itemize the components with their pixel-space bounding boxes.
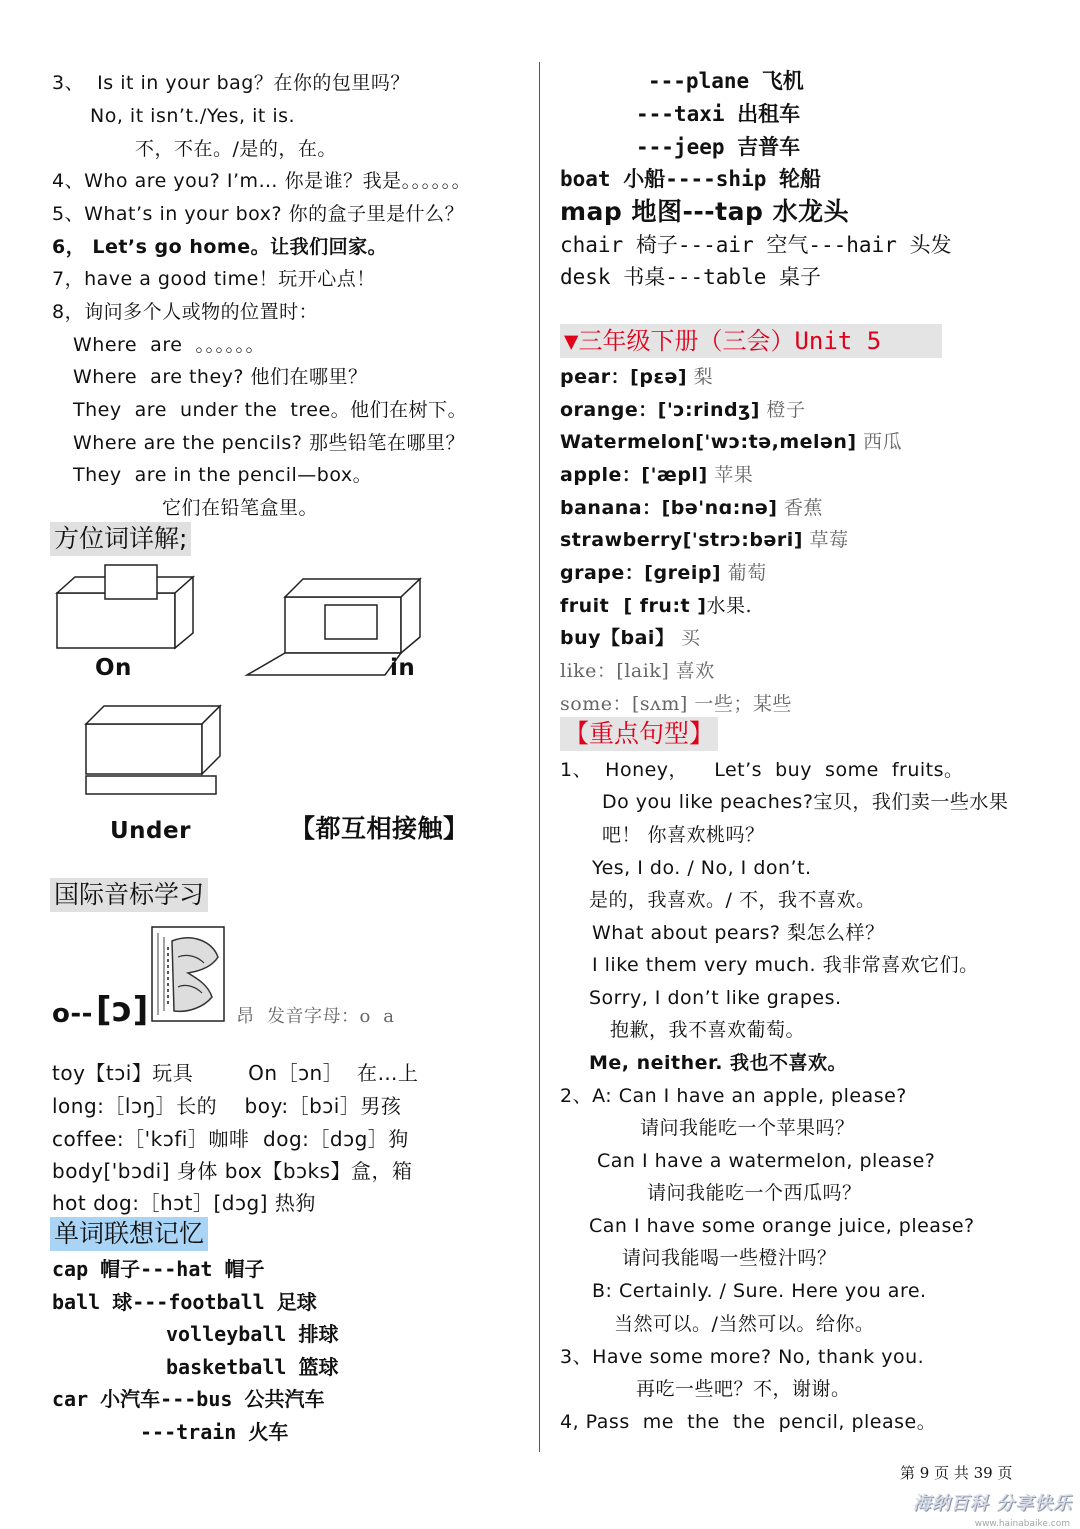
left-line: Where are they? 他们在哪里？ — [73, 366, 368, 388]
vocab-line: coffee:［'kɔfi］咖啡 dog:［dɔg］狗 — [52, 1127, 409, 1151]
word-en: banana：[bə'nɑ:nə] — [560, 497, 778, 519]
word-row — [560, 495, 823, 521]
word-zh: 橙子 — [766, 399, 806, 421]
right-assoc-line: chair 椅子---air 空气---hair 头发 — [560, 233, 952, 257]
sentence-line: Me, neither. 我也不喜欢。 — [589, 1052, 848, 1074]
left-line: 4、Who are you? I’m… 你是谁？我是。。。。。。 — [52, 170, 472, 192]
sentence-line: B: Certainly. / Sure. Here you are. — [592, 1280, 927, 1302]
vocab-line: body['bɔdi] 身体 box【bɔks】盒，箱 — [52, 1159, 413, 1183]
word-row — [560, 462, 753, 488]
word-zh: 水果. — [706, 595, 752, 617]
right-assoc-line: ---jeep 吉普车 — [636, 135, 801, 159]
mouth-diagram-image — [152, 927, 224, 1021]
on-box-diagram — [55, 563, 195, 653]
sentence-line: Do you like peaches?宝贝，我们卖一些水果 — [602, 791, 1009, 813]
section-title-phonetics: 国际音标学习 — [50, 878, 208, 912]
vocab-line: hot dog:［hɔt］[dɔg] 热狗 — [52, 1191, 316, 1215]
word-row — [560, 560, 767, 586]
phonetic-symbol: [ɔ] — [96, 990, 149, 1030]
left-line: 它们在铅笔盒里。 — [162, 497, 319, 519]
assoc-line: car 小汽车---bus 公共汽车 — [52, 1387, 325, 1411]
sentence-line: Yes, I do. / No, I don’t. — [592, 857, 812, 879]
sentence-line: Can I have some orange juice, please? — [589, 1215, 975, 1237]
label-under: Under — [110, 818, 191, 844]
word-en: apple：['æpl] — [560, 464, 708, 486]
sentence-line: 请问我能吃一个苹果吗？ — [640, 1117, 855, 1139]
word-row — [560, 364, 713, 390]
word-en: fruit [ fru:t ] — [560, 595, 707, 617]
key-sentences-title: 【重点句型】 — [560, 717, 718, 751]
watermark-url: www.hainabaike.com — [974, 1519, 1070, 1529]
sentence-line: 当然可以。/当然可以。给你。 — [614, 1313, 875, 1335]
assoc-line: cap 帽子---hat 帽子 — [52, 1257, 265, 1281]
phonetic-prefix: o-- — [52, 999, 93, 1029]
sentence-line: Can I have a watermelon, please? — [597, 1150, 936, 1172]
sentence-line: 4, Pass me the the pencil, please。 — [560, 1411, 937, 1433]
word-en: buy【bai】 — [560, 627, 675, 649]
left-line: 6， Let’s go home。让我们回家。 — [52, 236, 388, 258]
label-on: On — [95, 655, 132, 681]
vocab-line: long:［lɔŋ］长的 boy:［bɔi］男孩 — [52, 1094, 402, 1118]
assoc-line: basketball 篮球 — [166, 1355, 339, 1379]
word-row — [560, 593, 752, 619]
sentence-line: 是的，我喜欢。/ 不，我不喜欢。 — [589, 889, 876, 911]
section-title-position-words: 方位词详解; — [50, 522, 191, 556]
under-box-diagram — [84, 704, 224, 799]
sentence-line: 1、 Honey， Let’s buy some fruits。 — [560, 759, 964, 781]
word-zh: 西瓜 — [863, 431, 903, 453]
left-line: 8，询问多个人或物的位置时： — [52, 301, 319, 323]
column-divider — [539, 62, 540, 1452]
assoc-line: volleyball 排球 — [166, 1322, 339, 1346]
page-number-footer: 第 9 页 共 39 页 — [900, 1464, 1013, 1482]
word-zh: 梨 — [693, 366, 714, 388]
right-assoc-line: map 地图---tap 水龙头 — [560, 197, 850, 226]
word-zh: 香蕉 — [783, 497, 823, 519]
watermark: 海纳百科 分享快乐 — [912, 1493, 1072, 1514]
word-en: grape：[greip] — [560, 562, 722, 584]
vocab-line: toy【tɔi】玩具 On［ɔn］ 在…上 — [52, 1061, 419, 1085]
sentence-line: What about pears? 梨怎么样？ — [592, 922, 885, 944]
word-row — [560, 625, 701, 651]
left-line: 3、 Is it in your bag？在你的包里吗？ — [52, 72, 410, 94]
left-line: 7，have a good time！玩开心点！ — [52, 268, 376, 290]
word-en: Watermelon['wɔ:tə,melən] — [560, 431, 857, 453]
word-zh: 葡萄 — [727, 562, 767, 584]
word-zh: 买 — [681, 627, 701, 649]
sentence-line: 抱歉，我不喜欢葡萄。 — [610, 1019, 806, 1041]
sentence-line: 2、A: Can I have an apple, please? — [560, 1085, 907, 1107]
word-en: strawberry['strɔ:bəri] — [560, 529, 803, 551]
sentence-line: I like them very much. 我非常喜欢它们。 — [592, 954, 979, 976]
word-row — [560, 527, 849, 553]
left-line: They are in the pencil—box。 — [73, 464, 373, 486]
assoc-line: ---train 火车 — [140, 1420, 289, 1444]
section-title-word-association: 单词联想记忆 — [50, 1217, 208, 1251]
phonetic-note: 昂 发音字母：o a — [236, 1006, 395, 1027]
right-assoc-line: boat 小船----ship 轮船 — [560, 167, 822, 191]
word-row-light: like：[laik] 喜欢 — [560, 660, 715, 682]
left-line: They are under the tree。他们在树下。 — [73, 399, 468, 421]
word-row — [560, 397, 806, 423]
left-line: Where are 。。。。。。 — [73, 334, 265, 356]
word-zh: 苹果 — [714, 464, 754, 486]
right-assoc-line: ---plane 飞机 — [648, 69, 804, 93]
left-line: 5、What’s in your box? 你的盒子里是什么？ — [52, 203, 465, 225]
right-assoc-line: ---taxi 出租车 — [636, 102, 801, 126]
sentence-line: Sorry, I don’t like grapes. — [589, 987, 842, 1009]
sentence-line: 请问我能喝一些橙汁吗？ — [622, 1247, 837, 1269]
assoc-line: ball 球---football 足球 — [52, 1290, 317, 1314]
word-zh: 草莓 — [809, 529, 849, 551]
sentence-line: 再吃一些吧？不，谢谢。 — [636, 1378, 851, 1400]
left-line: Where are the pencils? 那些铅笔在哪里？ — [73, 432, 465, 454]
word-row-light: some：[sʌm] 一些；某些 — [560, 693, 792, 715]
left-line: No, it isn’t./Yes, it is. — [90, 105, 296, 127]
sentence-line: 请问我能吃一个西瓜吗？ — [647, 1182, 862, 1204]
right-assoc-line: desk 书桌---table 桌子 — [560, 265, 822, 289]
word-en: pear：[pεə] — [560, 366, 688, 388]
unit-title: ▼三年级下册（三会）Unit 5 — [560, 324, 942, 358]
word-en: orange：['ɔ:rindʒ] — [560, 399, 760, 421]
label-touch: 【都互相接触】 — [290, 814, 469, 843]
sentence-line: 3、Have some more? No, thank you. — [560, 1346, 925, 1368]
word-row — [560, 429, 902, 455]
label-in: in — [390, 655, 416, 681]
sentence-line: 吧！ 你喜欢桃吗？ — [602, 824, 765, 846]
left-line: 不，不在。/是的，在。 — [135, 138, 337, 160]
